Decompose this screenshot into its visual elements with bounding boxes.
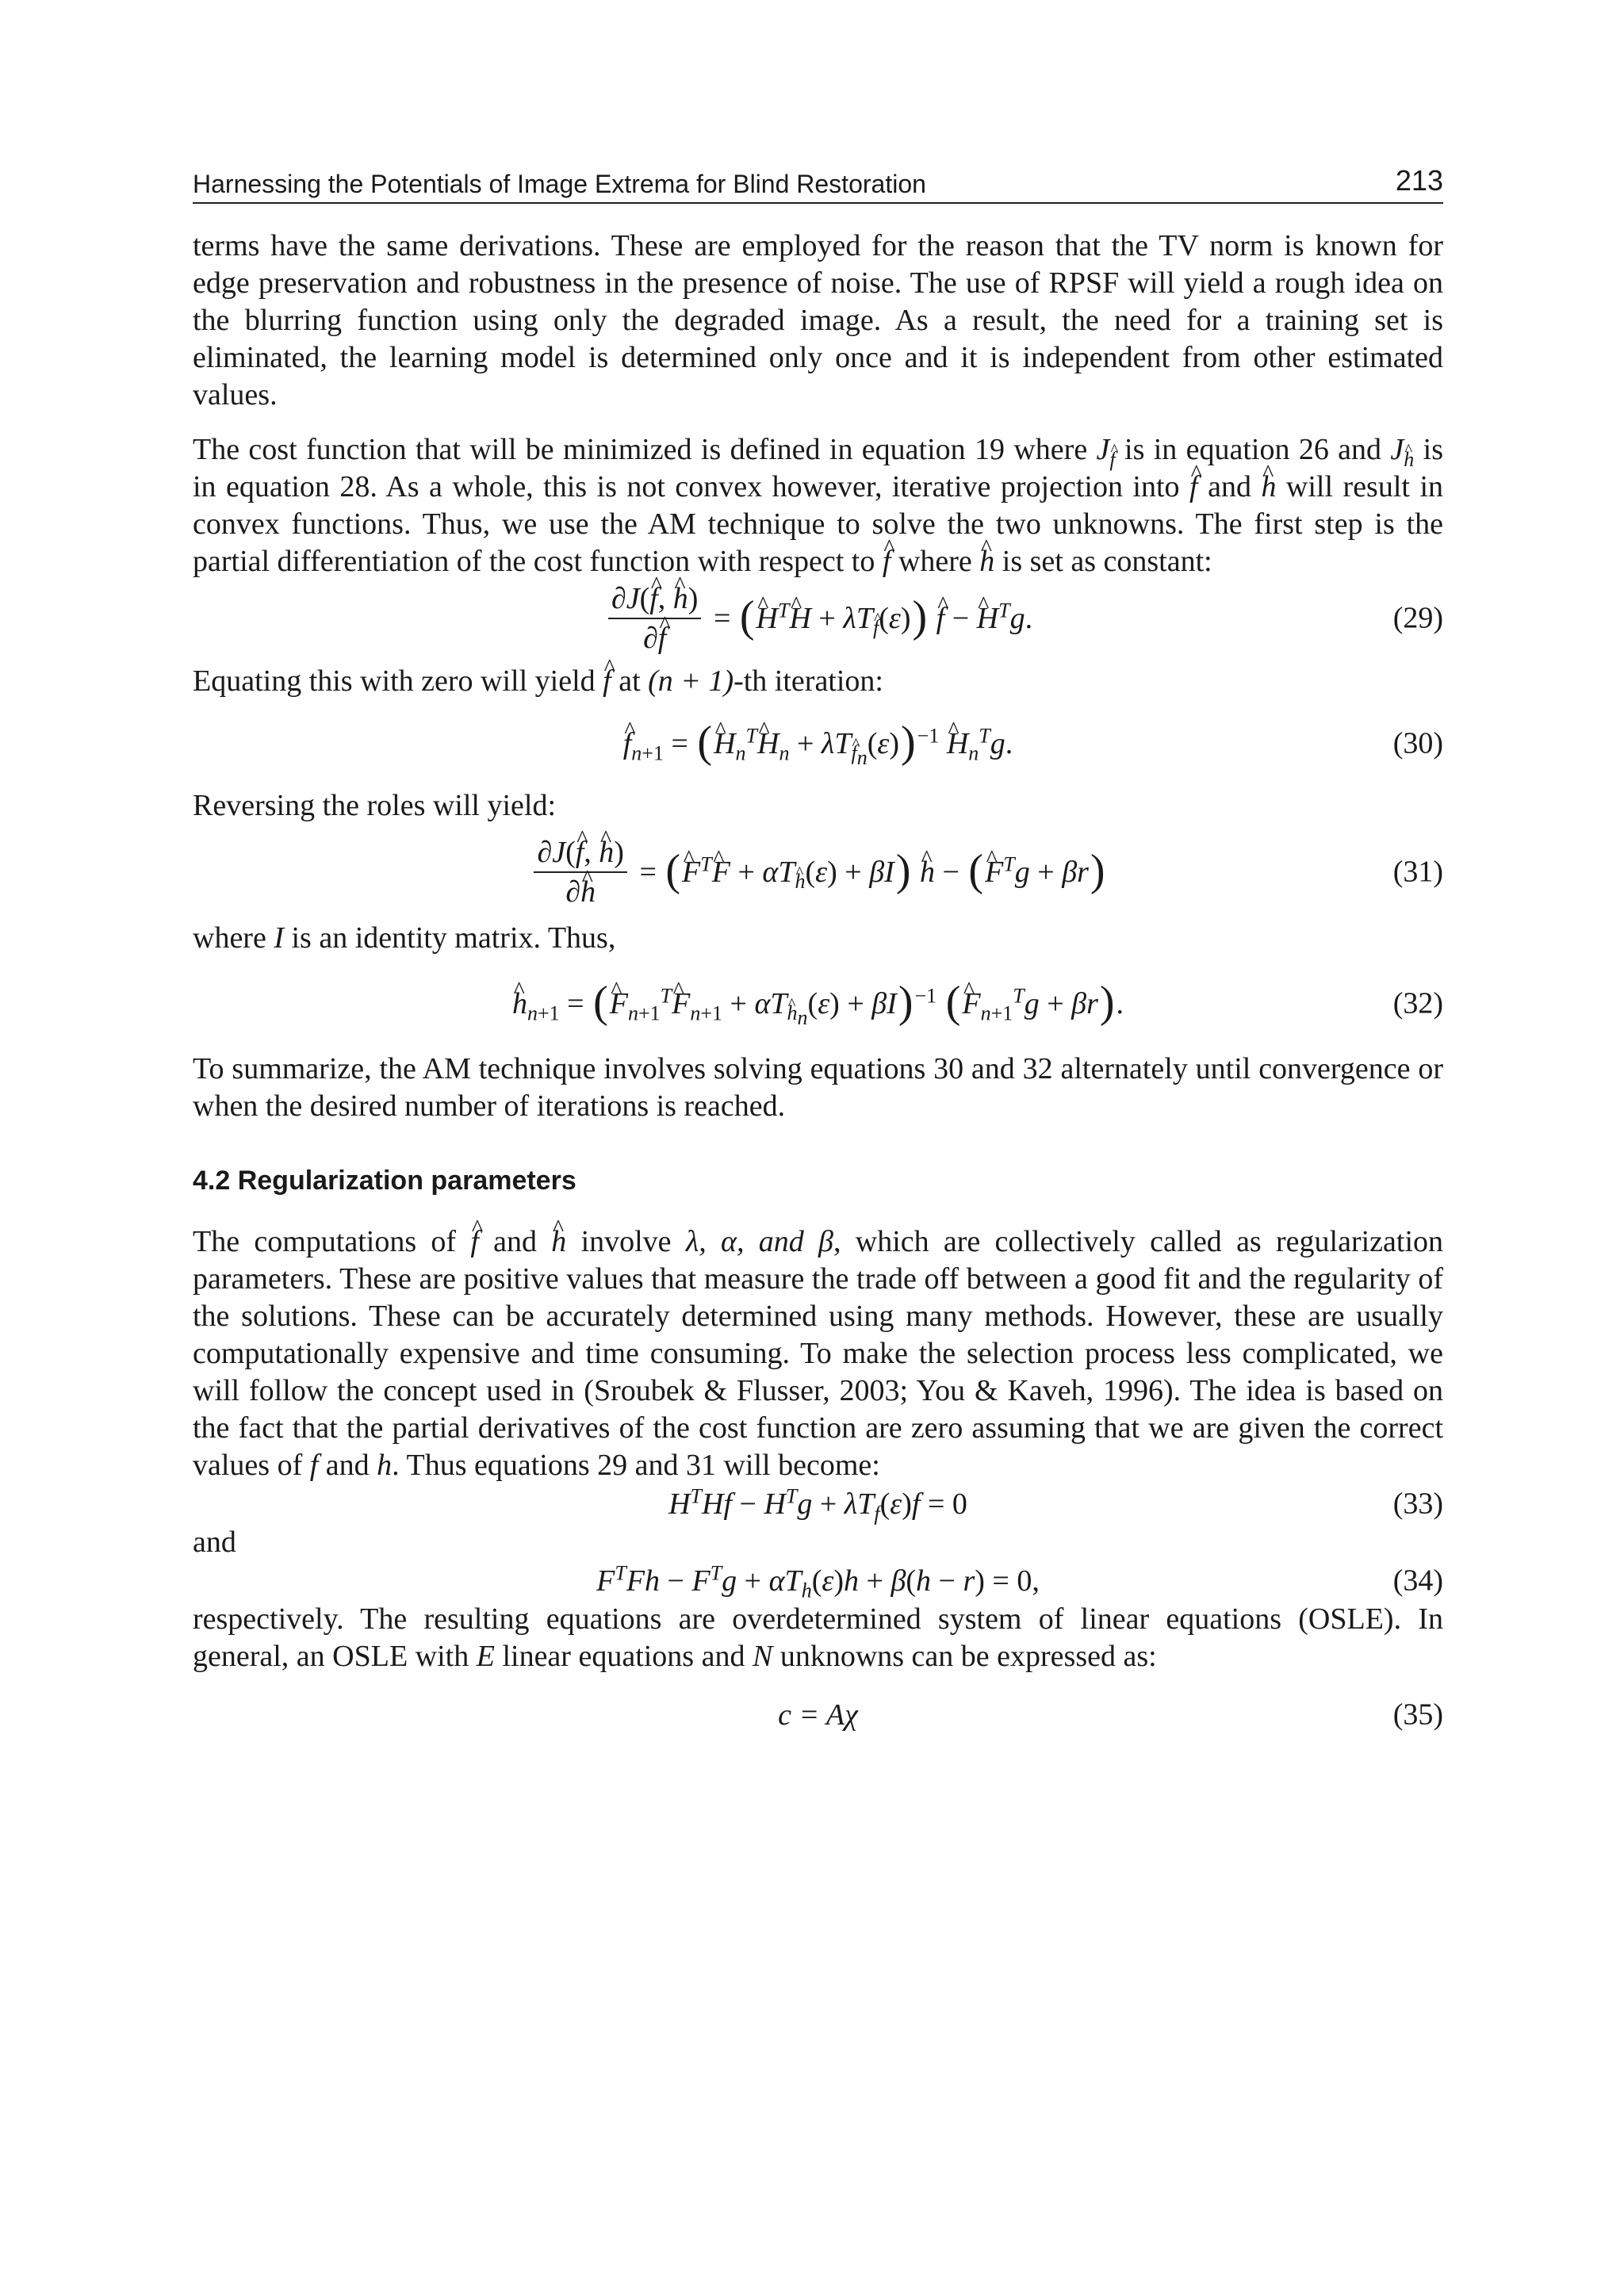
- section-heading: 4.2 Regularization parameters: [193, 1166, 576, 1196]
- equation-30: f $\^{}_{n+1} = (H$ $\^{}_n^TH$ $\^{}_n + \lambda T_{f_n}(\varepsilon))^{-1}$ H $\^{}_n^Tg$. (30): [193, 700, 1443, 787]
- paragraph-3: Equating this with zero will yield f ^ at (n + 1)-th iteration:: [193, 663, 1443, 700]
- equation-31: $\frac{\partial J(f \^{}, h \^{})}{\partial h}$ ^ = (F ^$^T$F ^ + $\alpha T_h(\varepsilon) + \beta I$) h ^ − (F ^$^T$g + βr) (31): [193, 825, 1443, 920]
- page: [193, 163, 1443, 1755]
- fraction-29: $\frac{\partial J(f \^{}, h \^{})}{\partial f}$ ^: [608, 581, 702, 656]
- equation-number-30: (30): [1392, 726, 1443, 760]
- header-title: Harnessing the Potentials of Image Extrema for Blind Restoration: [193, 170, 926, 198]
- equation-29: $\frac{\partial J(f \^{}, h \^{})}{\partial f}$ ^ = (H ^$^T$H ^ + $\lambda T_f(\varepsilon)$) f ^ − H ^$^T$g. (29): [193, 580, 1443, 657]
- paragraph-6: To summarize, the AM technique involves solving equations 30 and 32 alternately until convergence or when the desired number of iterations is reached.: [193, 1052, 1443, 1123]
- paragraph-7: The computations of f ^ and h ^ involve λ, α, and β, which are collectively called as regularization parameters. These are positive values that measure the trade off between a good fit and the regularity of the solutions. These can be accurately determined using many methods. However, these are usually computationally expensive and time consuming. To make the selection process less complicated, we will follow the concept used in (Sroubek & Flusser, 2003; You & Kaveh, 1996). The idea is based on the fact that the partial derivatives of the cost function are zero assuming that we are given the correct values of f and h. Thus equations 29 and 31 will become:: [193, 1223, 1443, 1484]
- paragraph-4: Reversing the roles will yield:: [193, 789, 557, 822]
- paragraph-9: respectively. The resulting equations are overdetermined system of linear equations (OSLE). In general, an OSLE with E linear equations and N unknowns can be expressed as:: [193, 1602, 1443, 1673]
- equation-34: $F^TFh - F^Tg + \alpha T_h(\varepsilon)h + \beta(h - r) = 0$, (34): [596, 1560, 1443, 1602]
- equation-33: $H^THf - H^Tg + \lambda T_f(\varepsilon)f = 0$ (33): [668, 1483, 1443, 1525]
- equation-number-33: (33): [1392, 1487, 1443, 1521]
- paragraph-and: and: [193, 1525, 236, 1559]
- equation-32: h $\^{}_{n+1} = (F$ $\^{}_{n+1}^TF$ $\^{}_{n+1} + \alpha T_{h_n}(\varepsilon) + \beta I)^{-1}$ (F $\^{}_{n+1}^Tg + \beta r$). (32): [193, 957, 1443, 1051]
- equation-35-body: c = Aχ: [778, 1698, 858, 1732]
- equation-number-32: (32): [1392, 986, 1443, 1020]
- paragraph-2: The cost function that will be minimized is defined in equation 19 where $J_f$ is in equation 26 and $J_h$ is in equation 28. As a whole, this is not convex however, iterative projection into f ^ and h ^ will result in convex functions. Thus, we use the AM technique to solve the two unknowns. The first step is the partial differentiation of the cost function with respect to f ^ where h ^ is set as constant:: [193, 431, 1443, 580]
- equation-number-29: (29): [1392, 601, 1443, 635]
- equation-35: [193, 1675, 1443, 1755]
- paragraph-5: where I is an identity matrix. Thus,: [193, 921, 616, 955]
- fraction-31: $\frac{\partial J(f \^{}, h \^{})}{\partial h}$ ^: [534, 835, 627, 909]
- equation-number-31: (31): [1392, 855, 1443, 889]
- equation-number-35: (35): [1392, 1698, 1443, 1732]
- running-header: [193, 163, 1443, 204]
- paragraph-1: terms have the same derivations. These are employed for the reason that the TV norm is known for edge preservation and robustness in the presence of noise. The use of RPSF will yield a rough idea on the blurring function using only the degraded image. As a result, the need for a training set is eliminated, the learning model is determined only once and it is independent from other estimated values.: [193, 229, 1443, 412]
- equation-number-34: (34): [1392, 1564, 1443, 1598]
- page-number: 213: [1395, 164, 1443, 197]
